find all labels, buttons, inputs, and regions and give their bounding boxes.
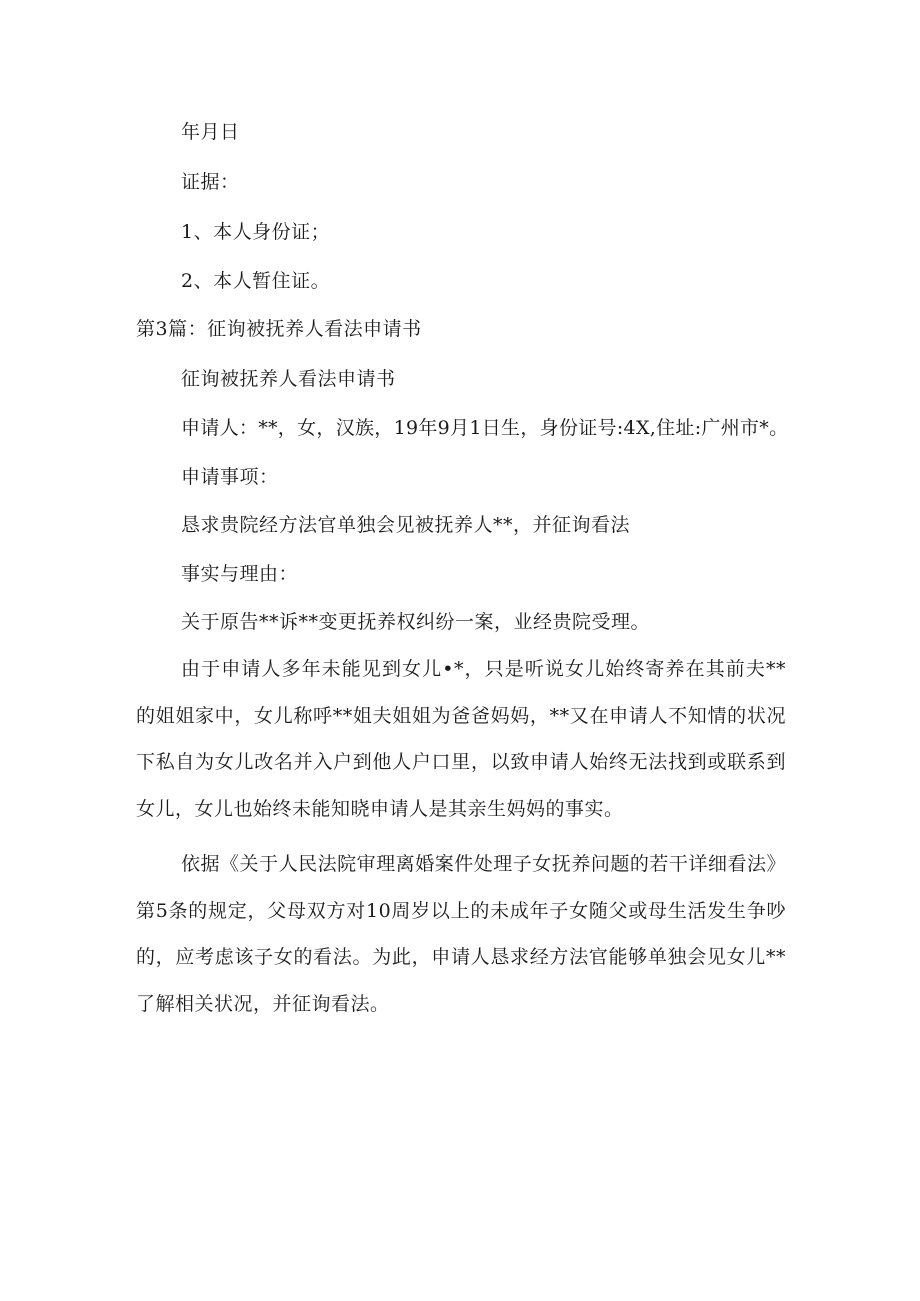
applicant-line: 申请人：**，女，汉族，19年9月1日生，身份证号:4X,住址:广州市*。 [181, 417, 789, 439]
request-heading: 申请事项： [181, 466, 279, 488]
evidence-item-residence-permit: 2、本人暂住证。 [181, 270, 331, 292]
document-title: 征询被抚养人看法申请书 [181, 368, 396, 390]
date-line: 年月日 [181, 121, 240, 143]
section-heading: 第3篇：征询被抚养人看法申请书 [136, 318, 422, 340]
request-text: 恳求贵院经方法官单独会见被抚养人**，并征询看法 [181, 514, 631, 536]
facts-paragraph-1 [136, 646, 786, 832]
facts-paragraph-2 [136, 841, 786, 1027]
facts-paragraph-2-text: 依据《关于人民法院审理离婚案件处理子女抚养问题的若干详细看法》第5条的规定，父母双方对10周岁以上的未成年子女随父或母生活发生争吵的，应考虑该子女的看法。为此，申请人恳求经方法官能够单独会见女儿**了解相关状况，并征询看法。 [136, 853, 786, 1015]
facts-intro: 关于原告**诉**变更抚养权纠纷一案，业经贵院受理。 [181, 611, 651, 633]
evidence-item-id-card: 1、本人身份证； [181, 221, 331, 243]
evidence-heading: 证据： [181, 171, 240, 193]
facts-paragraph-1-text: 由于申请人多年未能见到女儿•*，只是听说女儿始终寄养在其前夫**的姐姐家中，女儿称呼**姐夫姐姐为爸爸妈妈，**又在申请人不知情的状况下私自为女儿改名并入户到他人户口里，以致申请人始终无法找到或联系到女儿，女儿也始终未能知晓申请人是其亲生妈妈的事实。 [136, 658, 786, 820]
facts-heading: 事实与理由： [181, 563, 299, 585]
